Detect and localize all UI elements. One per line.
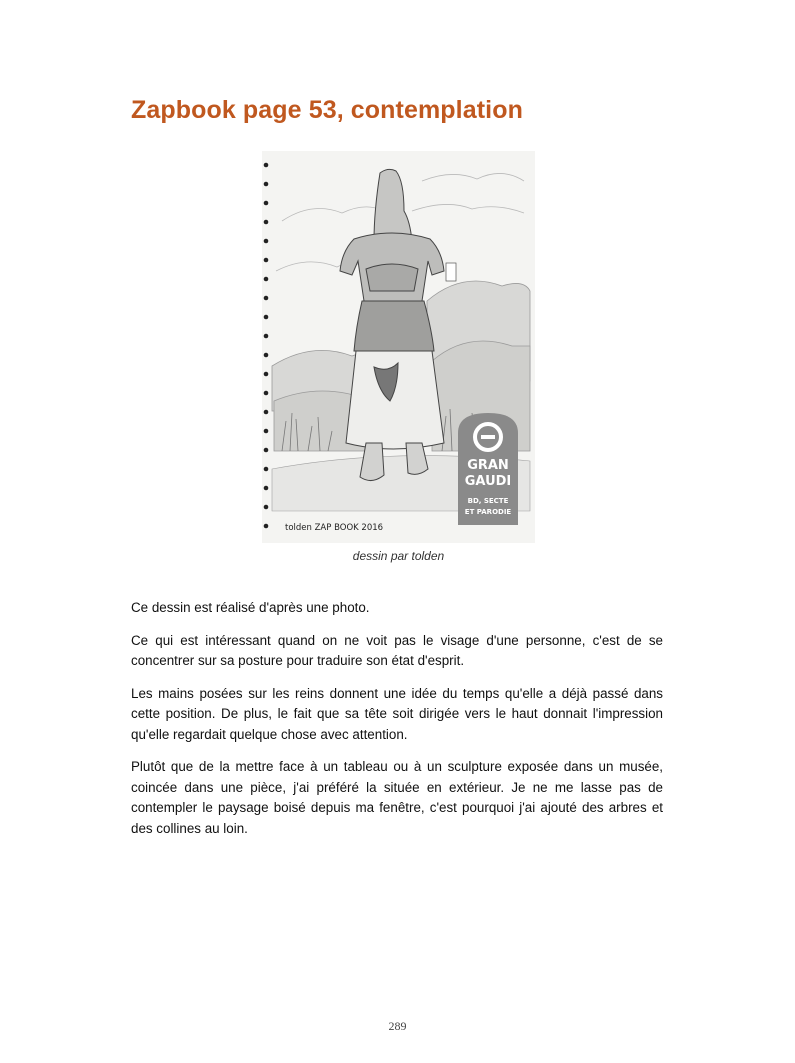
sketch-signature: tolden ZAP BOOK 2016: [285, 523, 384, 533]
sketch-figure: [262, 151, 535, 543]
page-title: Zapbook page 53, contemplation: [131, 96, 523, 124]
gran-gaudi-stamp: [458, 413, 518, 525]
svg-text:ET PARODIE: ET PARODIE: [464, 508, 512, 516]
svg-text:GAUDI: GAUDI: [464, 474, 512, 489]
paragraph: Les mains posées sur les reins donnent une idée du temps qu'elle a déjà passé dans cette position. De plus, le fait que sa tête soit dirigée vers le haut donnait l'impression qu'elle regardait quelque chose avec attention.: [131, 685, 663, 742]
body-text: [131, 598, 663, 851]
paragraph: Plutôt que de la mettre face à un tableau ou à un sculpture exposée dans un musée, coincée dans une pièce, j'ai préféré la située en extérieur. Je ne me lasse pas de contempler le paysage boisé depuis ma fenêtre, c'est pourquoi j'ai ajouté des arbres et des collines au loin.: [131, 759, 663, 836]
paragraph: Ce dessin est réalisé d'après une photo.: [131, 600, 370, 615]
figure-caption: dessin par tolden: [352, 549, 445, 563]
svg-text:BD, SECTE: BD, SECTE: [467, 497, 509, 505]
svg-text:GRAN: GRAN: [467, 458, 509, 473]
tag: [446, 263, 456, 281]
page-number: 289: [388, 1019, 407, 1033]
paragraph: Ce qui est intéressant quand on ne voit pas le visage d'une personne, c'est de se concentrer sur sa posture pour traduire son état d'esprit.: [131, 632, 663, 668]
